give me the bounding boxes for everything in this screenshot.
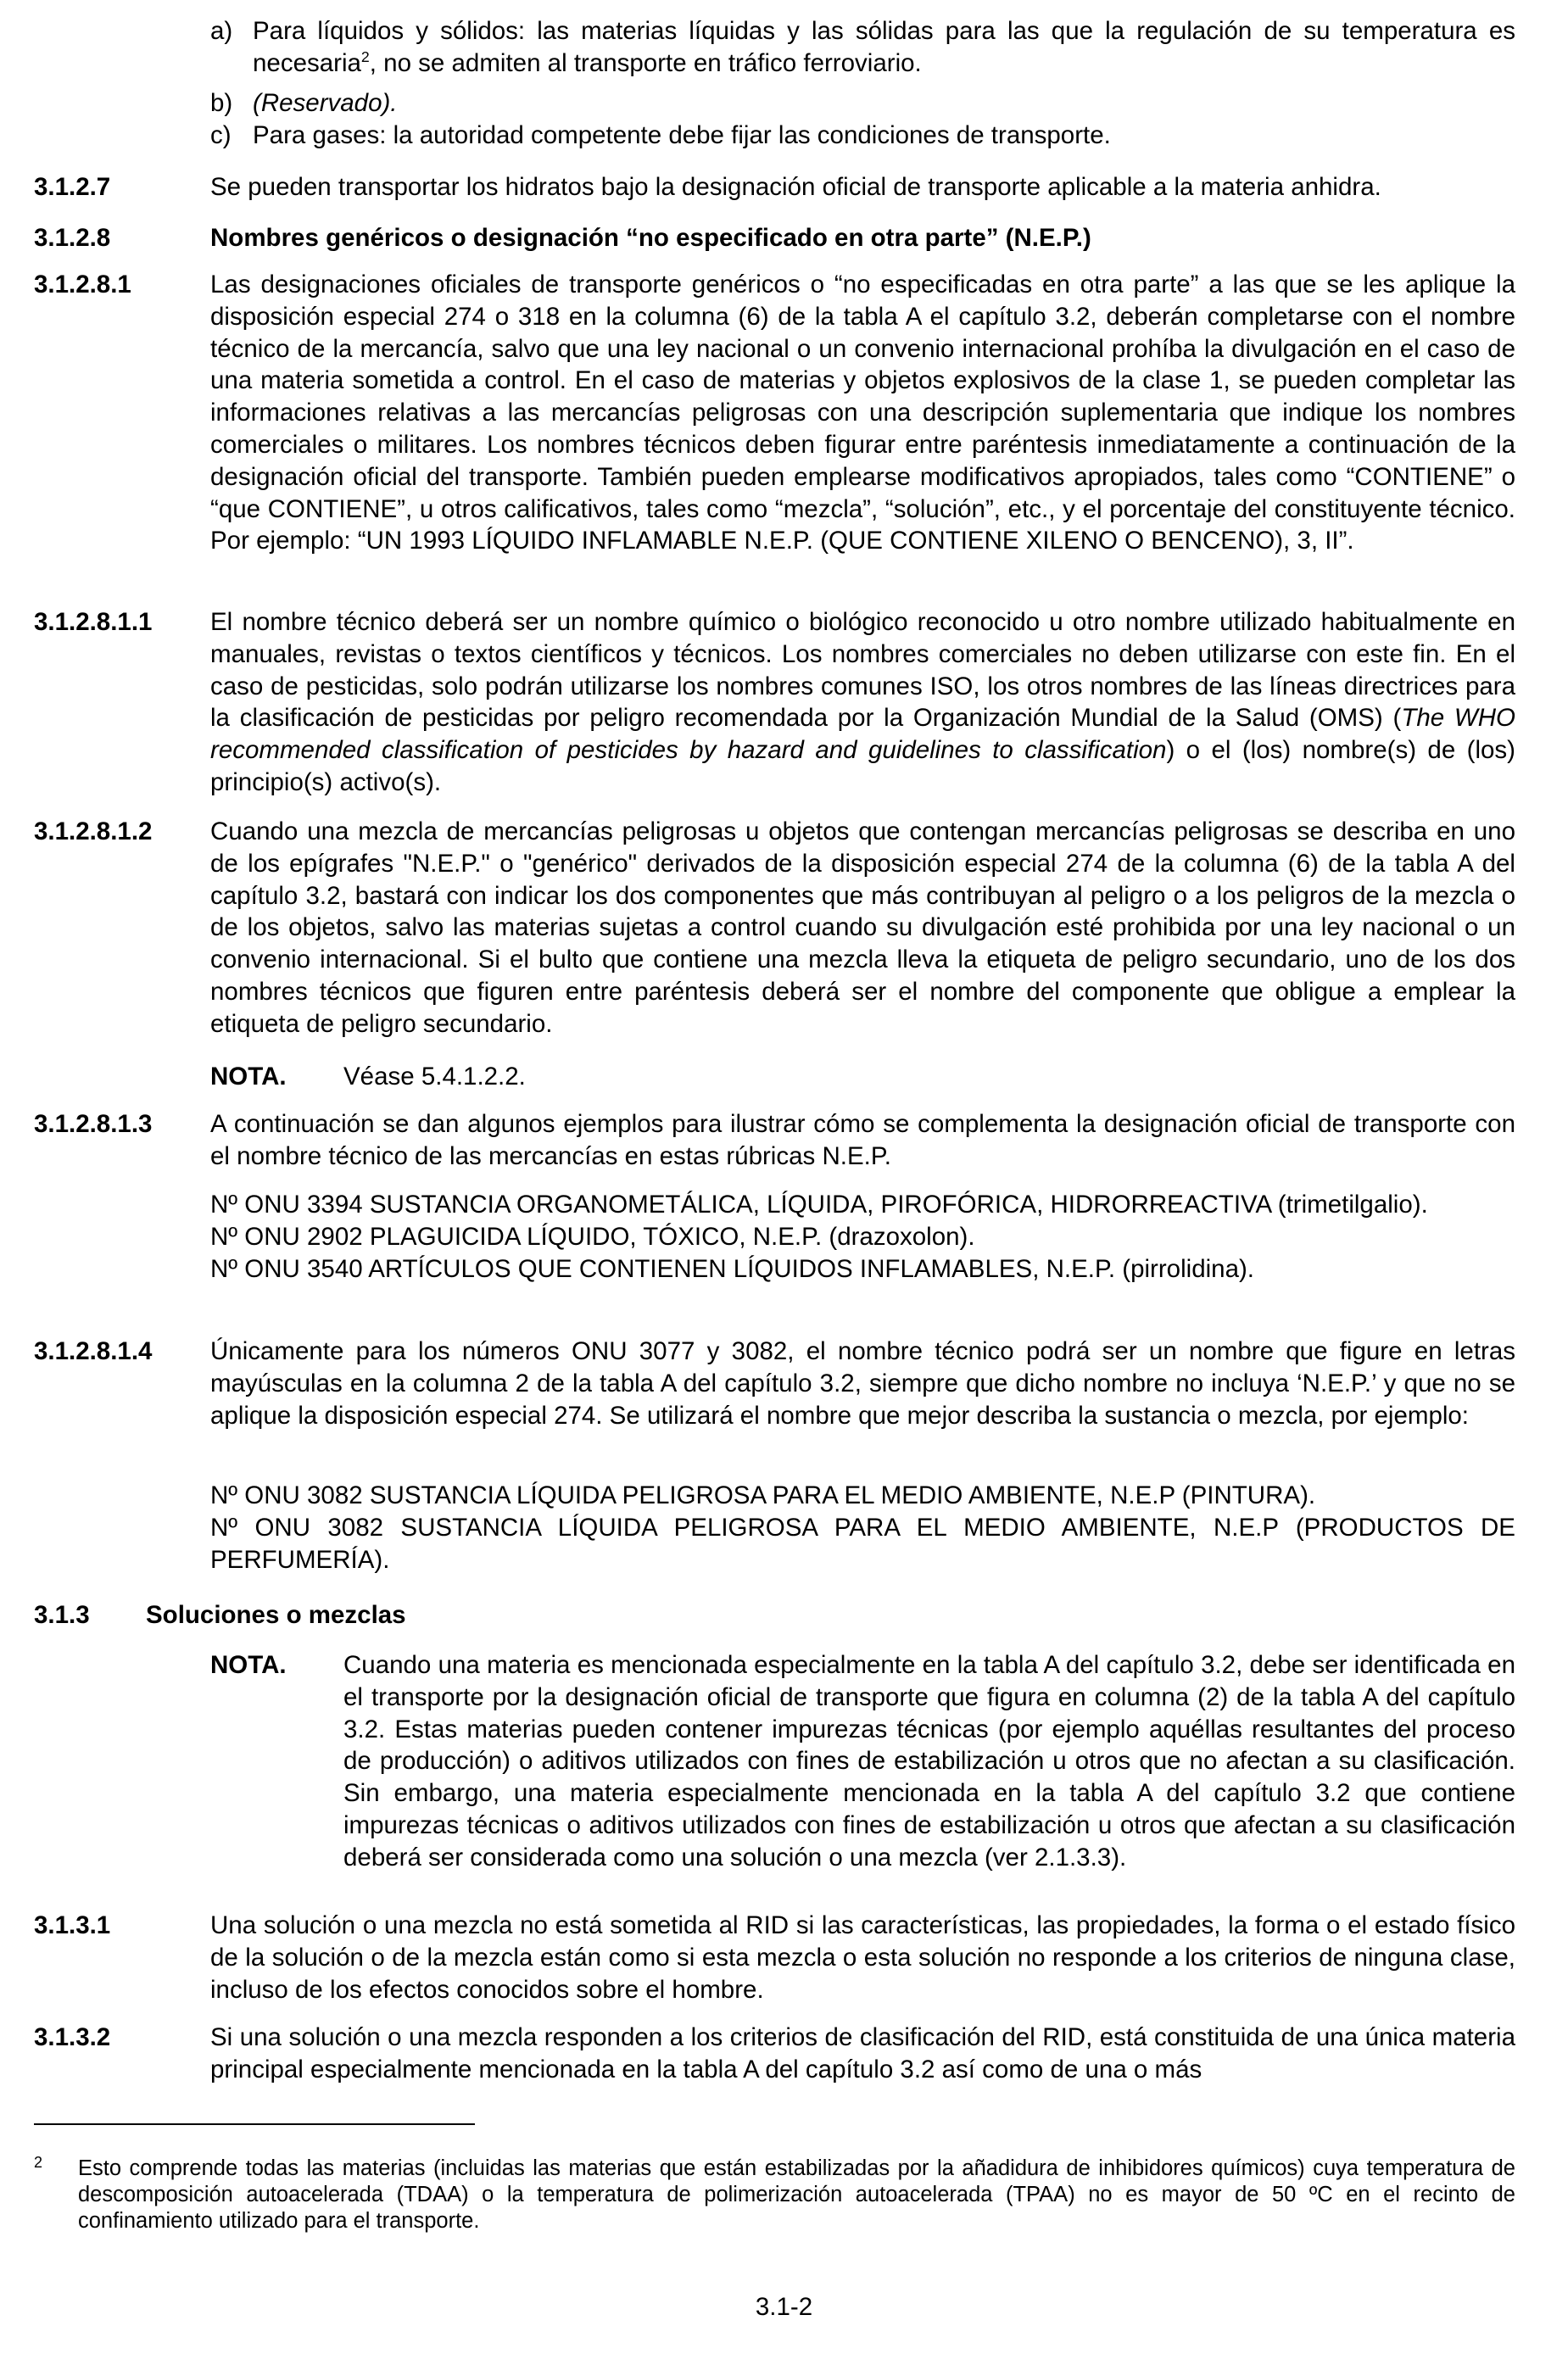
page-number: 3.1-2 bbox=[755, 2293, 813, 2321]
footnote-text: Esto comprende todas las materias (incluidas las materias que están estabilizadas por la añadidura de inhibidores químicos) cuya temperatura de descomposición autoacelerada (TDAA) o la temperatura de polimerización autoacelerada (TPAA) no es mayor de 50 ºC en el recinto de confinamiento utilizado para el transporte. bbox=[78, 2156, 1515, 2233]
nota-label: NOTA. bbox=[210, 1651, 287, 1679]
section-text: A continuación se dan algunos ejemplos para ilustrar cómo se complementa la designación oficial de transporte con el nombre técnico de las mercancías en estas rúbricas N.E.P. bbox=[210, 1110, 1515, 1170]
section-number: 3.1.2.8.1 bbox=[34, 271, 131, 298]
list-item-label: b) bbox=[210, 89, 233, 117]
section-number: 3.1.2.8.1.3 bbox=[34, 1110, 153, 1138]
footnote-separator bbox=[34, 2123, 475, 2125]
section-number: 3.1.2.8.1.2 bbox=[34, 817, 153, 845]
section-number: 3.1.3.1 bbox=[34, 1911, 111, 1939]
section-title: Soluciones o mezclas bbox=[146, 1601, 406, 1629]
nota-text: Véase 5.4.1.2.2. bbox=[343, 1063, 526, 1091]
section-number: 3.1.2.8.1.1 bbox=[34, 608, 153, 636]
section-text: Si una solución o una mezcla responden a los criterios de clasificación del RID, está constituida de una única materia principal especialmente mencionada en la tabla A del capítulo 3.2 así como de una o más bbox=[210, 2023, 1515, 2083]
example-item: Nº ONU 3540 ARTÍCULOS QUE CONTIENEN LÍQUIDOS INFLAMABLES, N.E.P. (pirrolidina). bbox=[210, 1254, 1254, 1283]
nota-label: NOTA. bbox=[210, 1063, 287, 1091]
list-item-label: c) bbox=[210, 121, 232, 149]
footnote-number: 2 bbox=[34, 2154, 43, 2171]
section-text: Se pueden transportar los hidratos bajo la designación oficial de transporte aplicable a la materia anhidra. bbox=[210, 173, 1381, 201]
section-number: 3.1.3 bbox=[34, 1601, 90, 1629]
list-item-text: Para gases: la autoridad competente debe fijar las condiciones de transporte. bbox=[253, 121, 1111, 149]
example-item: Nº ONU 3394 SUSTANCIA ORGANOMETÁLICA, LÍQUIDA, PIROFÓRICA, HIDRORREACTIVA (trimetilgalio). bbox=[210, 1191, 1428, 1219]
section-text: Únicamente para los números ONU 3077 y 3082, el nombre técnico podrá ser un nombre que figure en letras mayúsculas en la columna 2 de la tabla A del capítulo 3.2, siempre que dicho nombre no incluya ‘N.E.P.’ y que no se aplique la disposición especial 274. Se utilizará el nombre que mejor describa la sustancia o mezcla, por ejemplo: bbox=[210, 1337, 1515, 1430]
example-item: Nº ONU 2902 PLAGUICIDA LÍQUIDO, TÓXICO, N.E.P. (drazoxolon). bbox=[210, 1222, 975, 1251]
list-item-text: (Reservado). bbox=[253, 89, 398, 117]
section-number: 3.1.2.8.1.4 bbox=[34, 1337, 153, 1365]
section-number: 3.1.2.8 bbox=[34, 224, 111, 252]
example-item: Nº ONU 3082 SUSTANCIA LÍQUIDA PELIGROSA PARA EL MEDIO AMBIENTE, N.E.P (PRODUCTOS DE PERFUMERÍA). bbox=[210, 1513, 1515, 1574]
nota-text: Cuando una materia es mencionada especialmente en la tabla A del capítulo 3.2, debe ser identificada en el transporte por la designación oficial de transporte que figura en columna (2) de la tabla A del capítulo 3.2. Estas materias pueden contener impurezas técnicas (por ejemplo aquéllas resultantes del proceso de producción) o aditivos utilizados con fines de estabilización u otros que no afectan a su clasificación. Sin embargo, una materia especialmente mencionada en la tabla A del capítulo 3.2 que contiene impurezas técnicas o aditivos utilizados con fines de estabilización u otros que afectan a su clasificación deberá ser considerada como una solución o una mezcla (ver 2.1.3.3). bbox=[343, 1651, 1515, 1871]
footnote-ref: 2 bbox=[360, 47, 370, 65]
section-text: Las designaciones oficiales de transporte genéricos o “no especificadas en otra parte” a las que se les aplique la disposición especial 274 o 318 en la columna (6) de la tabla A el capítulo 3.2, deberán completarse con el nombre técnico de la mercancía, salvo que una ley nacional o un convenio internacional prohíba la divulgación en el caso de una materia sometida a control. En el caso de materias y objetos explosivos de la clase 1, se pueden completar las informaciones relativas a las mercancías peligrosas con una descripción suplementaria que indique los nombres comerciales o militares. Los nombres técnicos deben figurar entre paréntesis inmediatamente a continuación de la designación oficial del transporte. También pueden emplearse modificativos apropiados, tales como “CONTIENE” o “que CONTIENE”, u otros calificativos, tales como “mezcla”, “solución”, etc., y el porcentaje del constituyente técnico. Por ejemplo: “UN 1993 LÍQUIDO INFLAMABLE N.E.P. (QUE CONTIENE XILENO O BENCENO), 3, II”. bbox=[210, 271, 1515, 555]
section-number: 3.1.3.2 bbox=[34, 2023, 111, 2051]
list-item-text: Para líquidos y sólidos: las materias líquidas y las sólidas para las que la regulación de su temperatura es necesaria$^2$, no se admiten al transporte en tráfico ferroviario. bbox=[253, 17, 1515, 77]
example-list bbox=[210, 1189, 1515, 1285]
list-item-label: a) bbox=[210, 17, 233, 45]
section-number: 3.1.2.7 bbox=[34, 173, 111, 201]
example-item: Nº ONU 3082 SUSTANCIA LÍQUIDA PELIGROSA PARA EL MEDIO AMBIENTE, N.E.P (PINTURA). bbox=[210, 1481, 1316, 1509]
section-text: Cuando una mezcla de mercancías peligrosas u objetos que contengan mercancías peligrosas se describa en uno de los epígrafes "N.E.P." o "genérico" derivados de la disposición especial 274 de la columna (6) de la tabla A del capítulo 3.2, bastará con indicar los dos componentes que más contribuyan al peligro o a los peligros de la mezcla o de los objetos, salvo las materias sujetas a control cuando su divulgación esté prohibida por una ley nacional o un convenio internacional. Si el bulto que contiene una mezcla lleva la etiqueta de peligro secundario, uno de los dos nombres técnicos que figuren entre paréntesis deberá ser el nombre del componente que obligue a emplear la etiqueta de peligro secundario. bbox=[210, 817, 1515, 1038]
section-text: Una solución o una mezcla no está sometida al RID si las características, las propiedades, la forma o el estado físico de la solución o de la mezcla están como si esta mezcla o esta solución no responde a los criterios de ninguna clase, incluso de los efectos conocidos sobre el hombre. bbox=[210, 1911, 1515, 2004]
section-text: El nombre técnico deberá ser un nombre químico o biológico reconocido u otro nombre utilizado habitualmente en manuales, revistas o textos científicos y técnicos. Los nombres comerciales no deben utilizarse con este fin. En el caso de pesticidas, solo podrán utilizarse los nombres comunes ISO, los otros nombres de las líneas directrices para la clasificación de pesticidas por peligro recomendada por la Organización Mundial de la Salud (OMS) (The WHO recommended classification of pesticides by hazard and guidelines to classification) o el (los) nombre(s) de (los) principio(s) activo(s). bbox=[210, 608, 1515, 796]
example-list bbox=[210, 1480, 1515, 1576]
section-title: Nombres genéricos o designación “no especificado en otra parte” (N.E.P.) bbox=[210, 224, 1091, 252]
